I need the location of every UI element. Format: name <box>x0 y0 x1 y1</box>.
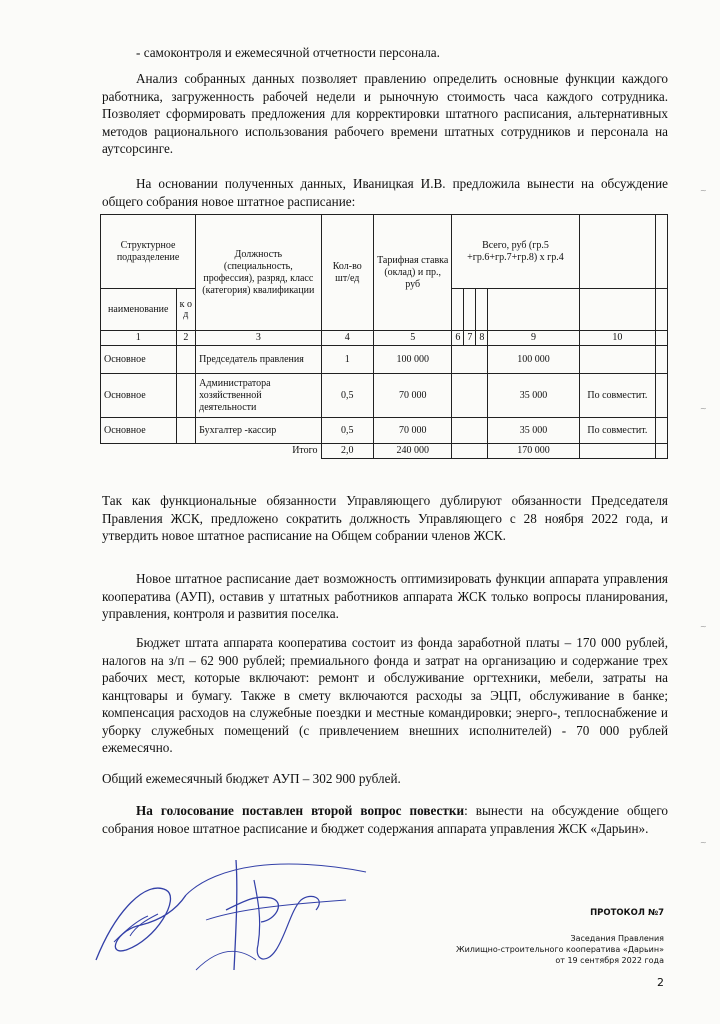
paragraph-manager-reduction: Так как функциональные обязанности Управляющего дублируют обязанности Председателя Правления ЖСК, предложено сократить должность Управляющего с 28 ноября 2022 года, и утвердить новое штатное расписание на Общем собрании членов ЖСК. <box>102 493 668 543</box>
protocol-footer <box>404 908 664 966</box>
header-rate: Тарифная ставка (оклад) и пр., руб <box>374 215 452 331</box>
header-name: наименование <box>101 289 177 331</box>
header-code: к о д <box>176 289 196 331</box>
vote-bold-text: На голосование поставлен второй вопрос повестки <box>136 803 465 818</box>
paragraph-budget: Бюджет штата аппарата кооператива состоит из фонда заработной платы – 170 000 рублей, налогов на з/п – 62 900 рублей; премиального фонда и затрат на организацию и содержание трех рабочих мест, которые включают: ремонт и обслуживание оргтехники, мебели, затраты на канцтовары и бумагу. Также в смету включаются расходы за ЭЦП, обслуживание в банке; компенсация расходов на служебные поездки и местные командировки; энерго-, теплоснабжение и уборку служебных помещений (с привлечением внешних исполнителей) - 70 000 рублей ежемесячно. <box>102 635 668 755</box>
scan-mark: ~ <box>700 622 707 631</box>
protocol-line-1: Заседания Правления <box>570 934 664 943</box>
scan-mark: ~ <box>700 404 707 413</box>
header-total: Всего, руб (гр.5 +гр.6+гр.7+гр.8) х гр.4 <box>452 215 579 289</box>
paragraph-total-budget: Общий ежемесячный бюджет АУП – 302 900 рублей. <box>102 771 401 786</box>
table-row: Основное Администратора хозяйственной деятельности 0,5 70 000 35 000 По совместит. <box>101 374 668 418</box>
total-row: Итого 2,0 240 000 170 000 <box>101 444 668 459</box>
protocol-title: ПРОТОКОЛ №7 <box>590 908 664 918</box>
header-count: Кол-во шт/ед <box>321 215 374 331</box>
header-empty <box>579 215 656 289</box>
scan-mark: ~ <box>700 186 707 195</box>
vote-text: : вынести на обсуждение общего собрания новое штатное расписание и бюджет содержания аппарата управления ЖСК «Дарьин». <box>102 803 669 836</box>
protocol-line-3: от 19 сентября 2022 года <box>555 956 664 965</box>
handwritten-signatures <box>86 850 386 990</box>
column-number-row: 1 2 3 4 5 6 7 8 9 10 <box>101 331 668 346</box>
paragraph-intro-line: - самоконтроля и ежемесячной отчетности персонала. <box>136 45 440 60</box>
paragraph-vote <box>102 802 668 837</box>
page-number: 2 <box>657 976 664 989</box>
scan-mark: ~ <box>700 838 707 847</box>
table-row: Основное Председатель правления 1 100 000 100 000 <box>101 346 668 374</box>
header-unit: Структурное подразделение <box>101 215 196 289</box>
protocol-line-2: Жилищно-строительного кооператива «Дарьин» <box>455 945 664 954</box>
table-row: Основное Бухгалтер -кассир 0,5 70 000 35 000 По совместит. <box>101 418 668 444</box>
paragraph-new-schedule: Новое штатное расписание дает возможность оптимизировать функции аппарата управления кооператива (АУП), оставив у штатных работников аппарата ЖСК только вопросы планирования, управления, контроля и развития поселка. <box>102 571 668 621</box>
header-position: Должность (специальность, профессия), разряд, класс (категория) квалификации <box>196 215 321 331</box>
paragraph-proposal: На основании полученных данных, Иваницкая И.В. предложила вынести на обсуждение общего собрания новое штатное расписание: <box>102 176 668 209</box>
staff-schedule-table <box>100 214 668 459</box>
paragraph-analysis: Анализ собранных данных позволяет правлению определить основные функции каждого работника, загруженность рабочей недели и рыночную стоимость часа каждого сотрудника. Позволяет сформировать предложения для корректировки штатного расписания, альтернативных методов рационального использования рабочего времени штатных сотрудников и персонала на аутсорсинге. <box>102 71 668 156</box>
header-empty-narrow <box>656 215 668 289</box>
